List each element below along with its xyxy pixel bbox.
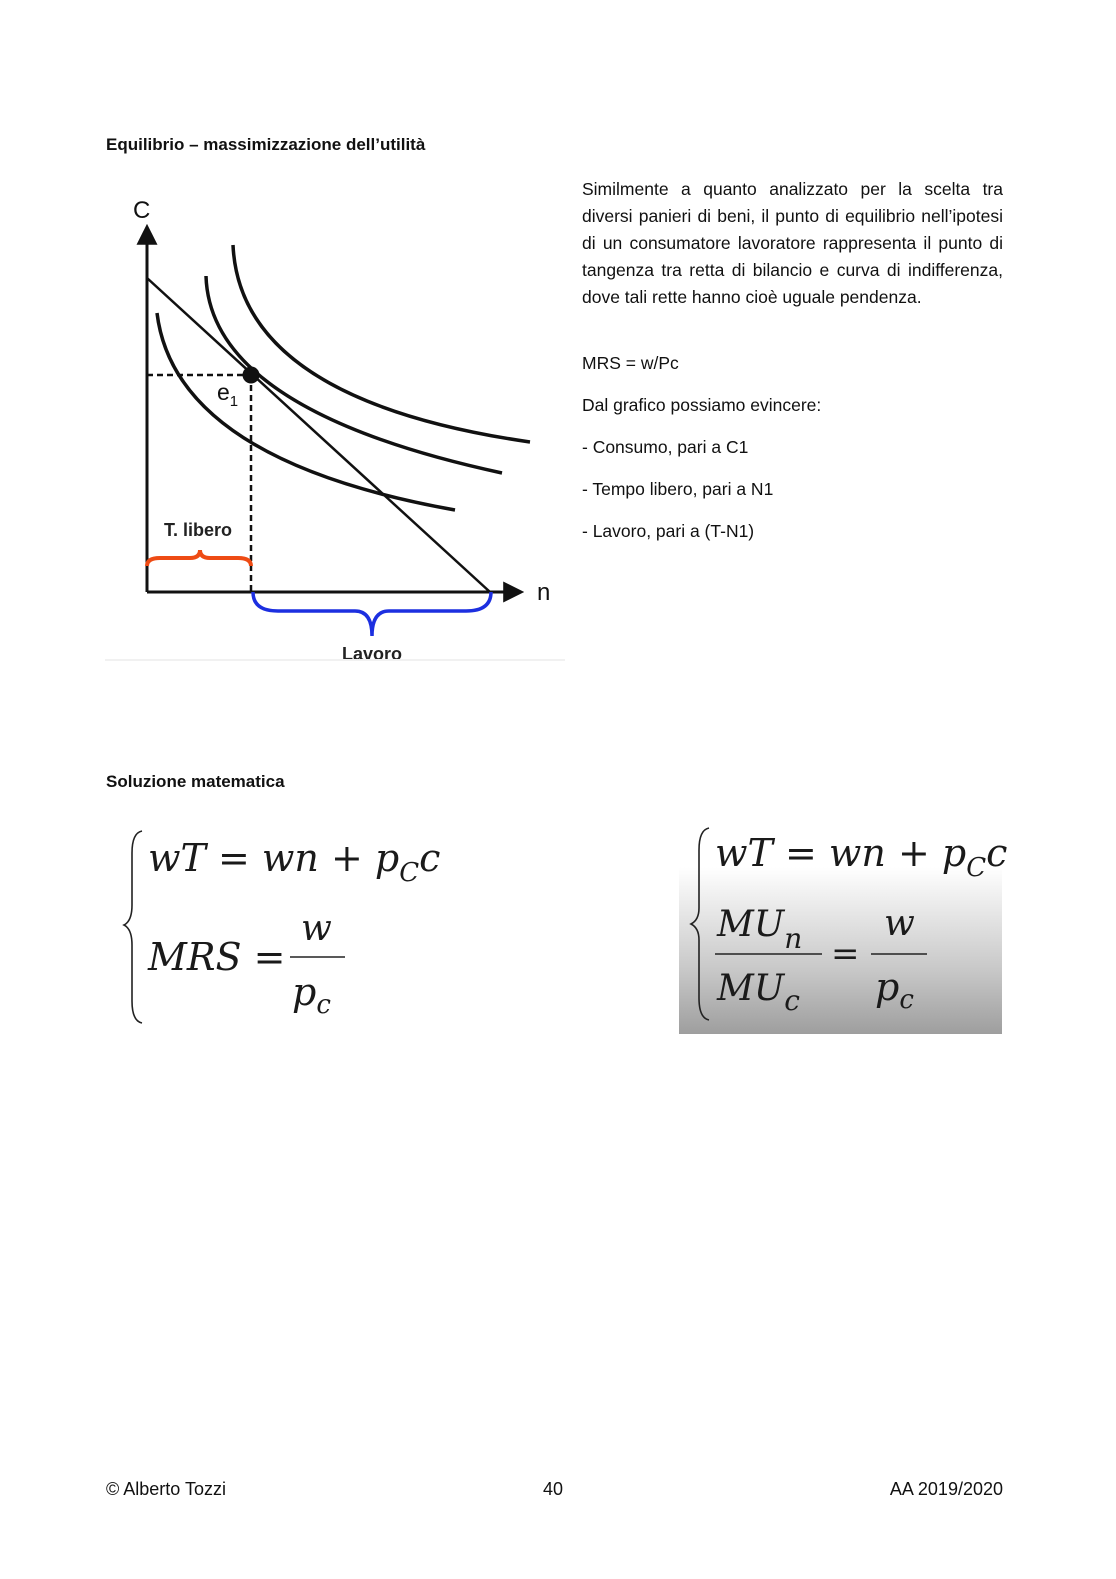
mrs-formula-text: MRS = w/Pc	[582, 353, 679, 373]
svg-text:MUn: $MU_n$	[717, 904, 803, 955]
equation-system-left	[120, 825, 460, 1030]
footer-page-number: 40	[543, 1479, 564, 1499]
svg-text:w: w	[301, 908, 332, 949]
list-item-consumo: - Consumo, pari a C1	[582, 437, 749, 457]
section-heading-soluzione: Soluzione matematica	[106, 772, 285, 791]
section-heading-equilibrio: Equilibrio – massimizzazione dell’utilità	[106, 135, 426, 154]
equilibrium-label: $e_1$	[217, 379, 239, 410]
footer-author: © Alberto Tozzi	[106, 1479, 226, 1499]
indifference-curve-1	[157, 313, 455, 510]
graph-intro-text: Dal grafico possiamo evincere:	[582, 395, 822, 415]
explanation-paragraph: Similmente a quanto analizzato per la scelta tra diversi panieri di beni, il punto di equilibrio nell’ipotesi di un consumatore lavoratore rappresenta il punto di tangenza tra retta di bilancio e curva di indifferenza, dove tali rette hanno cioè uguale pendenza.	[582, 179, 1003, 307]
equation-system-right	[679, 820, 1008, 1034]
work-label: Lavoro	[342, 644, 403, 664]
svg-text:MUc: $MU_c$	[717, 968, 800, 1017]
list-item-tempo-libero: - Tempo libero, pari a N1	[582, 479, 774, 499]
svg-text:pc: $p_c$	[292, 970, 331, 1020]
x-axis-label: n	[537, 579, 551, 606]
work-brace	[253, 592, 491, 636]
leisure-label: T. libero	[164, 520, 233, 540]
svg-text:wT = wn + pCc: wT = wn + $p_Cc$	[148, 836, 441, 888]
svg-text:MRS =: MRS =	[148, 935, 286, 979]
equilibrium-point	[243, 367, 260, 384]
svg-text:w: w	[884, 903, 915, 944]
leisure-brace	[147, 550, 251, 566]
budget-line	[147, 278, 490, 592]
svg-text:pc: $p_c$	[875, 965, 914, 1015]
indifference-curve-3	[233, 245, 530, 442]
labor-leisure-graph	[100, 190, 570, 670]
footer-academic-year: AA 2019/2020	[889, 1479, 1003, 1499]
svg-text:wT = wn + pCc: wT = wn + $p_Cc$	[715, 831, 1008, 883]
list-item-lavoro: - Lavoro, pari a (T-N1)	[582, 521, 755, 541]
y-axis-label: C	[133, 197, 151, 224]
svg-text:=: =	[831, 934, 860, 974]
